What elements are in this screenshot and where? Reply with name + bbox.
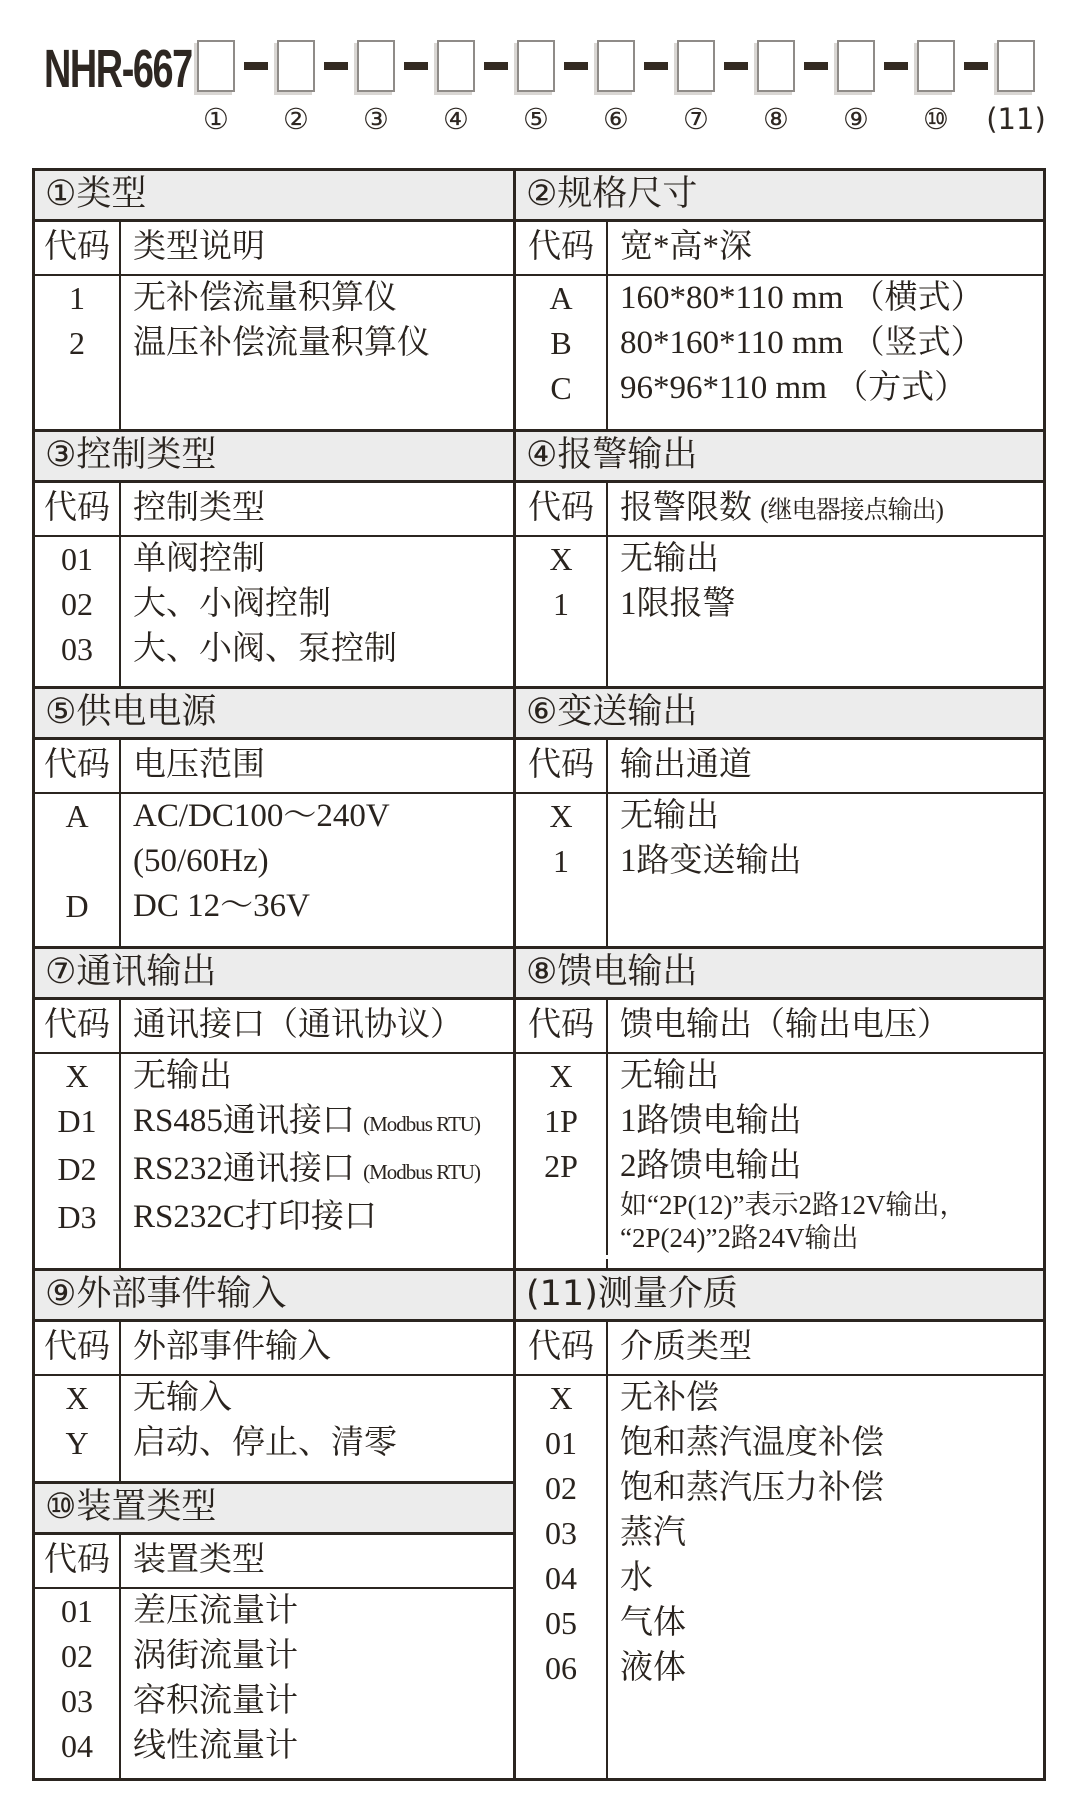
table-row	[35, 321, 513, 366]
section-header-row	[516, 1322, 1043, 1376]
table-row	[35, 1147, 513, 1195]
position-label: ④	[443, 102, 469, 136]
desc-cell: 大、小阀、泵控制	[133, 631, 397, 667]
table-row	[516, 1376, 1043, 1421]
table-row	[516, 1421, 1043, 1466]
filler-row	[35, 929, 513, 946]
desc-cell: 液体	[620, 1650, 686, 1686]
section-1-type	[35, 171, 513, 429]
code-header-cell: 代码	[516, 222, 608, 274]
desc-cell	[121, 1147, 513, 1195]
section-title: ⑩装置类型	[35, 1484, 513, 1535]
code-cell: X	[35, 1054, 121, 1099]
model-prefix: NHR-667	[44, 39, 192, 99]
desc-header-cell: 控制类型	[133, 490, 265, 526]
code-box	[677, 40, 715, 92]
code-cell: D3	[35, 1195, 121, 1240]
code-cell: 1P	[516, 1099, 608, 1144]
table-row	[35, 794, 513, 884]
code-cell: X	[35, 1376, 121, 1421]
table-row	[516, 1144, 1043, 1189]
section-header-row	[516, 1000, 1043, 1054]
table-row	[35, 1634, 513, 1679]
desc-header-cell: 装置类型	[133, 1542, 265, 1578]
section-4-alarm-output	[516, 429, 1043, 686]
section-title: ⑦通讯输出	[35, 949, 513, 1000]
code-header-cell: 代码	[35, 1322, 121, 1374]
section-title: ⑨外部事件输入	[35, 1271, 513, 1322]
section-11-measurement-medium	[516, 1268, 1043, 1778]
code-box	[837, 40, 875, 92]
position-label: (11)	[986, 102, 1046, 136]
code-header-cell: 代码	[35, 483, 121, 535]
table-row	[516, 276, 1043, 321]
section-title: ⑤供电电源	[35, 689, 513, 740]
note-cell	[608, 1189, 1043, 1255]
filler-row	[516, 627, 1043, 686]
desc-cell: 96*96*110 mm （方式）	[620, 370, 968, 406]
desc-cell: 无补偿流量积算仪	[133, 280, 397, 316]
desc-header-cell: 通讯接口（通讯协议）	[133, 1007, 463, 1043]
table-row	[35, 1421, 513, 1466]
code-header-cell: 代码	[516, 1322, 608, 1374]
desc-header-cell: 输出通道	[620, 747, 752, 783]
interface-name: RS232通讯接口	[133, 1151, 355, 1187]
table-row	[35, 1679, 513, 1724]
desc-cell: 饱和蒸汽压力补偿	[620, 1470, 884, 1506]
code-cell: 02	[516, 1466, 608, 1511]
section-header-row	[35, 222, 513, 276]
desc-cell: 温压补偿流量积算仪	[133, 325, 430, 361]
code-cell: A	[35, 794, 121, 884]
code-cell: X	[516, 1054, 608, 1099]
filler-row	[516, 1259, 1043, 1268]
desc-cell: 启动、停止、清零	[133, 1425, 397, 1461]
desc-cell: RS232C打印接口	[133, 1199, 377, 1235]
desc-cell: 大、小阀控制	[133, 586, 331, 622]
section-7-communication-output	[35, 946, 513, 1268]
section-2-dimensions	[516, 171, 1043, 429]
code-cell: X	[516, 794, 608, 839]
model-position-3	[356, 40, 396, 134]
table-row	[35, 884, 513, 929]
code-box	[517, 40, 555, 92]
desc-cell: 涡街流量计	[133, 1638, 298, 1674]
desc-cell: 无输出	[620, 798, 719, 834]
code-cell: D1	[35, 1099, 121, 1147]
section-title: ⑥变送输出	[516, 689, 1043, 740]
note-line-1: 如“2P(12)”表示2路12V输出，	[620, 1190, 967, 1220]
dash-separator	[884, 62, 908, 70]
table-row	[516, 839, 1043, 884]
dash-separator	[964, 62, 988, 70]
right-column	[513, 171, 1043, 1778]
code-cell: 01	[516, 1421, 608, 1466]
code-cell: 1	[35, 276, 121, 321]
dash-separator	[404, 62, 428, 70]
section-8-feed-output	[516, 946, 1043, 1268]
code-cell: 02	[35, 1634, 121, 1679]
desc-cell: 无输出	[133, 1058, 232, 1094]
code-header-cell: 代码	[35, 222, 121, 274]
code-header-cell: 代码	[516, 1000, 608, 1052]
dash-separator	[484, 62, 508, 70]
model-position-5	[516, 40, 556, 134]
code-box	[357, 40, 395, 92]
section-header-row	[35, 1000, 513, 1054]
section-5-power-supply	[35, 686, 513, 946]
position-label: ⑤	[523, 102, 549, 136]
filler-row	[35, 1769, 513, 1778]
table-row	[35, 1195, 513, 1240]
code-cell: 04	[516, 1556, 608, 1601]
header-text: 报警限数	[620, 490, 752, 526]
model-position-4	[436, 40, 476, 134]
table-row	[516, 321, 1043, 366]
interface-name: RS485通讯接口	[133, 1103, 355, 1139]
model-number-diagram	[44, 40, 1080, 134]
section-title: ④报警输出	[516, 432, 1043, 483]
model-position-8	[756, 40, 796, 134]
code-box	[997, 40, 1035, 92]
desc-cell: 1路馈电输出	[620, 1103, 802, 1139]
desc-cell: 1路变送输出	[620, 843, 802, 879]
filler-row	[516, 884, 1043, 946]
code-header-cell: 代码	[35, 1000, 121, 1052]
desc-cell: 单阀控制	[133, 541, 265, 577]
section-title: ③控制类型	[35, 432, 513, 483]
desc-cell: 无输出	[620, 541, 719, 577]
section-header-row	[35, 740, 513, 794]
model-position-1	[196, 40, 236, 134]
table-row	[516, 1601, 1043, 1646]
code-cell: 03	[35, 627, 121, 672]
dash-separator	[804, 62, 828, 70]
section-header-row	[516, 483, 1043, 537]
code-header-cell: 代码	[516, 740, 608, 792]
code-cell: 2	[35, 321, 121, 366]
code-cell: X	[516, 1376, 608, 1421]
desc-cell: 1限报警	[620, 586, 736, 622]
code-cell: 05	[516, 1601, 608, 1646]
position-label: ⑩	[923, 102, 949, 136]
position-label: ⑧	[763, 102, 789, 136]
filler-row	[35, 1240, 513, 1268]
code-cell: 2P	[516, 1144, 608, 1189]
desc-cell: 无补偿	[620, 1380, 719, 1416]
table-row	[516, 1646, 1043, 1691]
desc-header-cell: 馈电输出（输出电压）	[620, 1007, 950, 1043]
code-cell: X	[516, 537, 608, 582]
desc-cell: 蒸汽	[620, 1515, 686, 1551]
section-title: (11)测量介质	[516, 1271, 1043, 1322]
position-label: ①	[203, 102, 229, 136]
dash-separator	[564, 62, 588, 70]
position-label: ⑦	[683, 102, 709, 136]
filler-row	[35, 366, 513, 429]
code-header-cell: 代码	[516, 483, 608, 535]
table-row	[35, 1589, 513, 1634]
table-row	[35, 1724, 513, 1769]
desc-cell: 水	[620, 1560, 653, 1596]
code-cell: 02	[35, 582, 121, 627]
table-row	[35, 1099, 513, 1147]
table-row	[516, 794, 1043, 839]
code-cell: D	[35, 884, 121, 929]
code-cell: 03	[516, 1511, 608, 1556]
code-cell: B	[516, 321, 608, 366]
dash-separator	[644, 62, 668, 70]
desc-cell: 无输出	[620, 1058, 719, 1094]
voltage-line-1: AC/DC100～240V	[133, 798, 390, 834]
code-box	[757, 40, 795, 92]
section-title: ①类型	[35, 171, 513, 222]
filler-row	[35, 1466, 513, 1481]
code-cell: 03	[35, 1679, 121, 1724]
code-box	[277, 40, 315, 92]
desc-cell: 2路馈电输出	[620, 1148, 802, 1184]
header-note: (继电器接点输出)	[760, 497, 943, 524]
code-cell: A	[516, 276, 608, 321]
desc-cell: 差压流量计	[133, 1593, 298, 1629]
code-box	[197, 40, 235, 92]
dash-separator	[324, 62, 348, 70]
code-cell	[516, 1189, 608, 1255]
table-row	[35, 276, 513, 321]
code-cell: D2	[35, 1147, 121, 1195]
code-header-cell: 代码	[35, 740, 121, 792]
table-row	[516, 1099, 1043, 1144]
model-position-2	[276, 40, 316, 134]
model-position-7	[676, 40, 716, 134]
desc-cell: 无输入	[133, 1380, 232, 1416]
desc-header-cell: 宽*高*深	[620, 229, 752, 265]
position-label: ⑥	[603, 102, 629, 136]
section-title: ⑧馈电输出	[516, 949, 1043, 1000]
desc-cell: DC 12～36V	[133, 888, 310, 924]
model-position-10	[916, 40, 956, 134]
code-box	[437, 40, 475, 92]
section-6-transmit-output	[516, 686, 1043, 946]
protocol-note: (Modbus RTU)	[363, 1160, 480, 1184]
position-label: ②	[283, 102, 309, 136]
table-row	[516, 1556, 1043, 1601]
section-header-row	[516, 222, 1043, 276]
section-header-row	[35, 1322, 513, 1376]
section-header-row	[35, 483, 513, 537]
table-row	[516, 1054, 1043, 1099]
spec-table	[32, 168, 1046, 1781]
desc-cell	[121, 794, 513, 884]
note-row	[516, 1189, 1043, 1259]
desc-header-cell: 类型说明	[133, 229, 265, 265]
table-row	[35, 537, 513, 582]
code-box	[597, 40, 635, 92]
table-row	[35, 1054, 513, 1099]
section-9-external-event-input	[35, 1268, 513, 1481]
section-header-row	[516, 740, 1043, 794]
code-cell: 06	[516, 1646, 608, 1691]
position-label: ③	[363, 102, 389, 136]
desc-cell: 容积流量计	[133, 1683, 298, 1719]
position-label: ⑨	[843, 102, 869, 136]
table-row	[35, 582, 513, 627]
desc-cell: 饱和蒸汽温度补偿	[620, 1425, 884, 1461]
table-row	[516, 582, 1043, 627]
desc-cell: 气体	[620, 1605, 686, 1641]
code-cell: 1	[516, 582, 608, 627]
dash-separator	[244, 62, 268, 70]
desc-header-cell: 外部事件输入	[133, 1329, 331, 1365]
section-title: ②规格尺寸	[516, 171, 1043, 222]
desc-cell: 160*80*110 mm （横式）	[620, 280, 984, 316]
code-cell: 04	[35, 1724, 121, 1769]
table-row	[516, 366, 1043, 411]
note-line-2: “2P(24)”2路24V输出	[620, 1223, 859, 1253]
code-box	[917, 40, 955, 92]
section-3-control-type	[35, 429, 513, 686]
section-header-row	[35, 1535, 513, 1589]
left-column	[35, 171, 513, 1778]
desc-header-cell: 电压范围	[133, 747, 265, 783]
desc-cell: 线性流量计	[133, 1728, 298, 1764]
table-row	[35, 1376, 513, 1421]
model-position-6	[596, 40, 636, 134]
code-cell: C	[516, 366, 608, 411]
table-row	[35, 627, 513, 672]
filler-row	[35, 672, 513, 686]
code-cell: 01	[35, 537, 121, 582]
voltage-line-2: (50/60Hz)	[133, 843, 269, 879]
desc-cell: 80*160*110 mm （竖式）	[620, 325, 984, 361]
filler-row	[516, 1691, 1043, 1778]
model-position-9	[836, 40, 876, 134]
table-row	[516, 1511, 1043, 1556]
code-cell: Y	[35, 1421, 121, 1466]
code-cell: 1	[516, 839, 608, 884]
section-10-device-type	[35, 1481, 513, 1778]
code-cell: 01	[35, 1589, 121, 1634]
model-position-11	[986, 40, 1046, 136]
dash-separator	[724, 62, 748, 70]
desc-cell	[121, 1099, 513, 1147]
table-row	[516, 1466, 1043, 1511]
table-row	[516, 537, 1043, 582]
code-header-cell: 代码	[35, 1535, 121, 1587]
filler-row	[516, 411, 1043, 429]
protocol-note: (Modbus RTU)	[363, 1112, 480, 1136]
desc-header-cell	[608, 483, 1043, 535]
desc-header-cell: 介质类型	[620, 1329, 752, 1365]
